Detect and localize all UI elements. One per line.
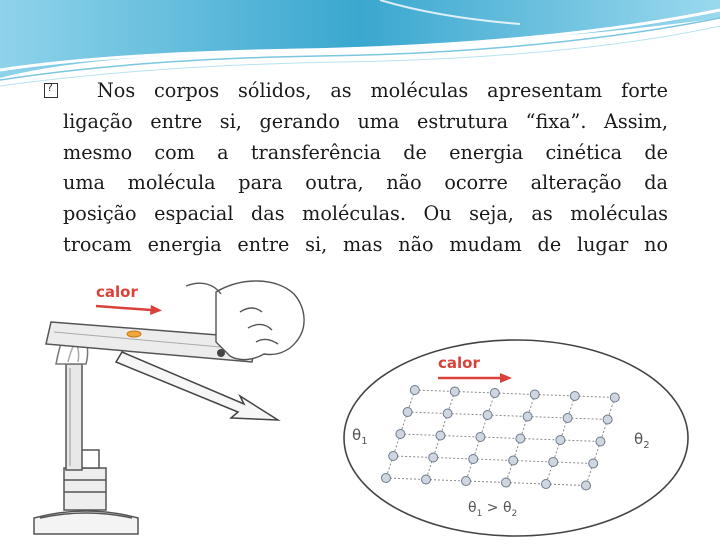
lattice-atom (450, 387, 459, 396)
relation-sub1: 1 (476, 509, 483, 519)
lattice-atom (589, 459, 598, 468)
lattice-atom (382, 474, 391, 483)
lattice-atom (443, 409, 452, 418)
lattice-atom (549, 458, 558, 467)
paragraph-line: mesmo com a transferência de energia cinética de (63, 140, 668, 164)
lattice-atom (422, 475, 431, 484)
illustration-canvas (26, 272, 694, 540)
lattice-atom (462, 477, 471, 486)
lattice-atom (436, 431, 445, 440)
lattice-atom (429, 453, 438, 462)
lattice-atom (530, 390, 539, 399)
lattice-atom (556, 436, 565, 445)
paragraph-line: posição espacial das moléculas. Ou seja, as moléculas (63, 202, 668, 226)
heat-conduction-illustration (26, 272, 694, 540)
lattice-atom (476, 433, 485, 442)
lattice-atom (516, 434, 525, 443)
theta2-subscript: 2 (643, 440, 650, 451)
paragraph-line: trocam energia entre si, mas não mudam de lugar no (63, 232, 668, 256)
theta1-label: θ (352, 426, 362, 444)
body-paragraph (63, 76, 668, 272)
lattice-atom (596, 437, 605, 446)
calor-label-top: calor (96, 283, 138, 301)
theta1-subscript: 1 (361, 436, 368, 447)
lattice-atom (509, 456, 518, 465)
lattice-atom (610, 393, 619, 402)
lattice-atom (410, 386, 419, 395)
relation-sub2: 2 (511, 509, 518, 519)
lattice-atom (502, 478, 511, 487)
lattice-atom (396, 430, 405, 439)
lattice-atom (483, 411, 492, 420)
relation-theta1: θ (468, 500, 477, 516)
lattice-atom (389, 452, 398, 461)
theta2-label: θ (634, 430, 644, 448)
lattice-atom (469, 455, 478, 464)
lattice-atom (490, 389, 499, 398)
heat-arrow-top (96, 283, 162, 315)
paragraph-line: uma molécula para outra, não ocorre alteração da (63, 171, 668, 195)
lattice-atom (570, 392, 579, 401)
lattice-atom (582, 481, 591, 490)
paragraph-line: Nos corpos sólidos, as moléculas apresentam forte (97, 79, 668, 102)
paragraph-line: ligação entre si, gerando uma estrutura “fixa”. Assim, (63, 109, 668, 133)
lattice-atom (563, 414, 572, 423)
lattice-atom (403, 408, 412, 417)
lattice-atom (542, 480, 551, 489)
lattice-atom (523, 412, 532, 421)
calor-label-inner: calor (438, 354, 480, 372)
zoom-arrow (116, 352, 278, 420)
lattice-atom (603, 415, 612, 424)
magnified-view (344, 340, 688, 536)
relation-gt-theta2: > θ (482, 500, 512, 516)
square-bullet-icon (44, 83, 58, 98)
